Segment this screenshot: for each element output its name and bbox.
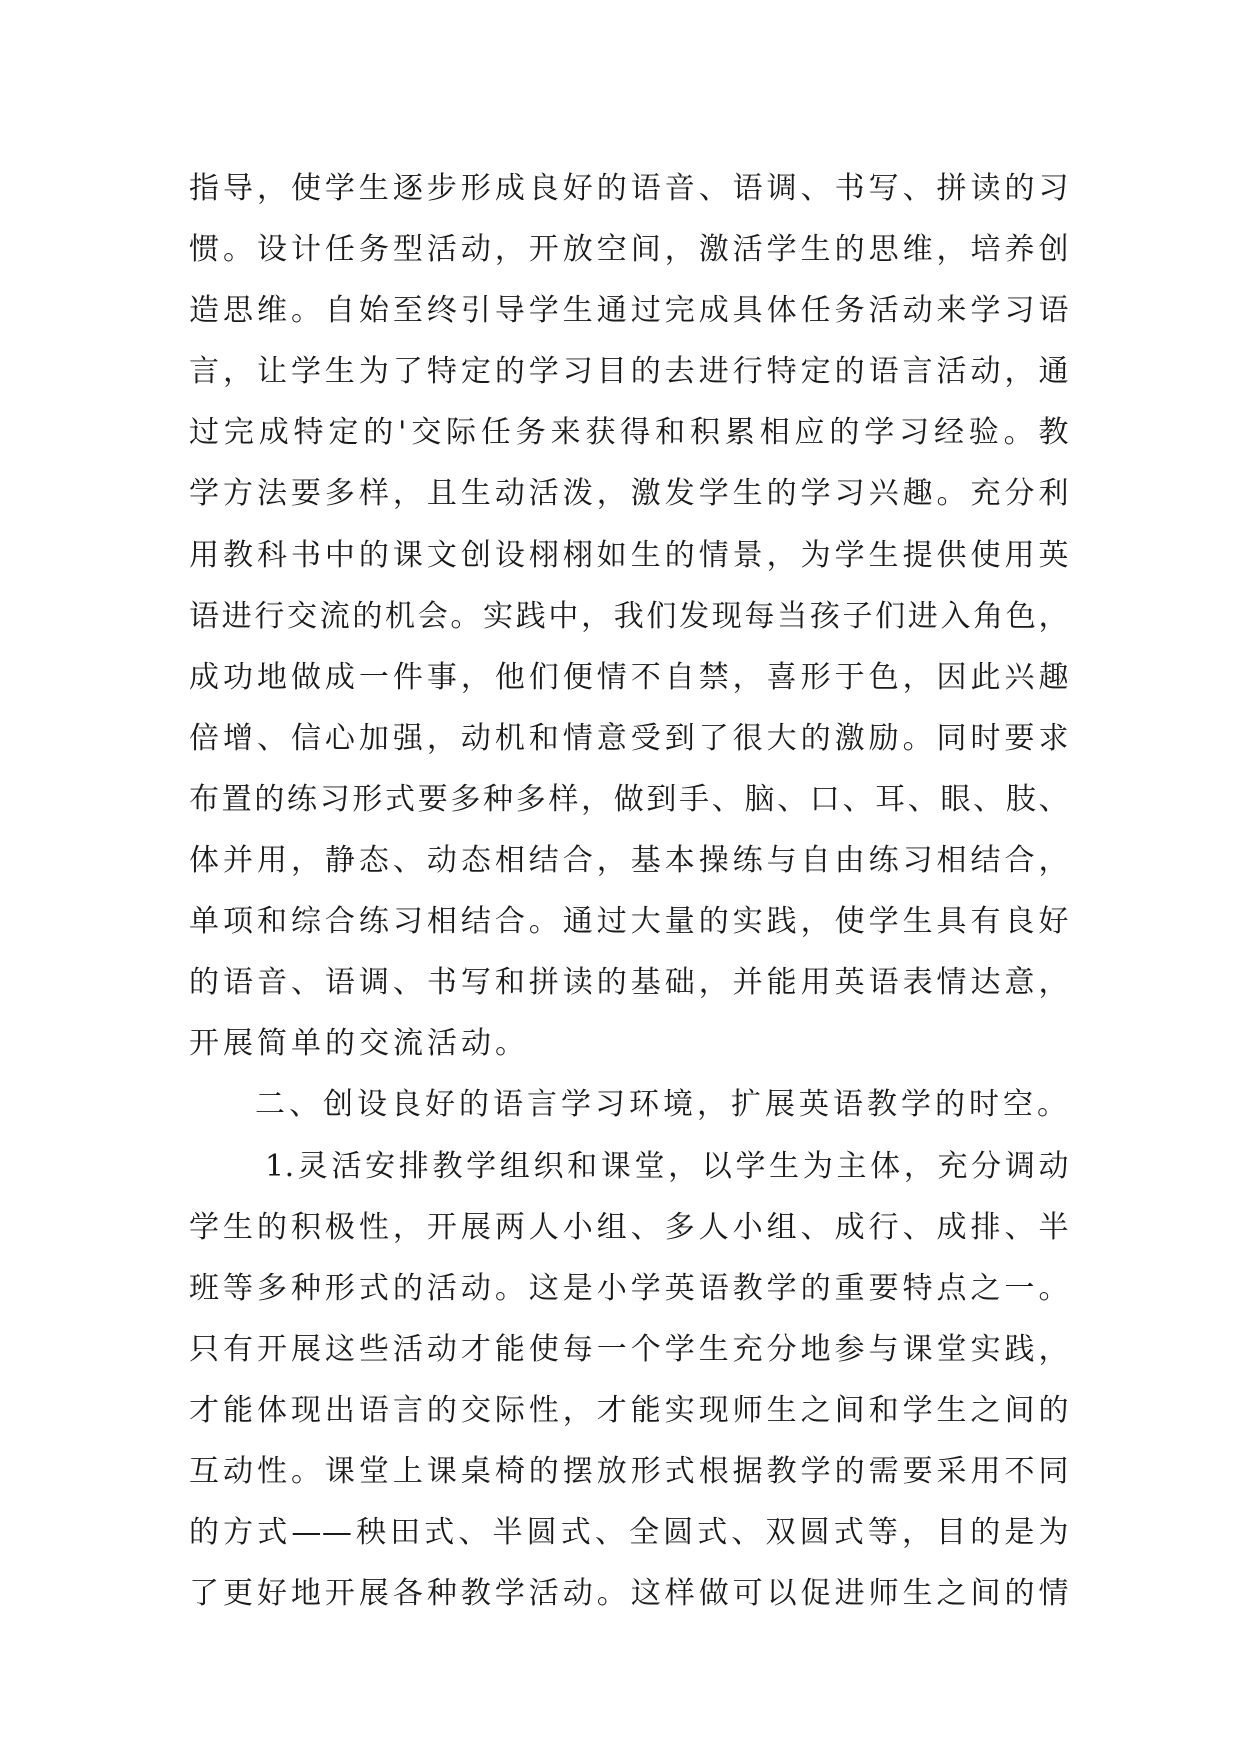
text-line: 语进行交流的机会。实践中，我们发现每当孩子们进入角色， xyxy=(189,598,1069,634)
text-line: 了更好地开展各种教学活动。这样做可以促进师生之间的情 xyxy=(189,1576,1069,1612)
text-line: 的方式——秧田式、半圆式、全圆式、双圆式等，目的是为 xyxy=(189,1515,1069,1551)
text-line: 指导，使学生逐步形成良好的语音、语调、书写、拼读的习 xyxy=(189,171,1069,206)
text-line: 倍增、信心加强，动机和情意受到了很大的激励。同时要求 xyxy=(189,720,1069,756)
text-line: 过完成特定的'交际任务来获得和积累相应的学习经验。教 xyxy=(189,415,1069,451)
document-body xyxy=(189,158,1069,1624)
text-line: 学方法要多样，且生动活泼，激发学生的学习兴趣。充分利 xyxy=(189,476,1069,512)
text-line: 言，让学生为了特定的学习目的去进行特定的语言活动，通 xyxy=(189,354,1069,390)
text-line: 只有开展这些活动才能使每一个学生充分地参与课堂实践， xyxy=(189,1331,1069,1367)
text-line: 成功地做成一件事，他们便情不自禁，喜形于色，因此兴趣 xyxy=(189,659,1069,695)
text-line: 造思维。自始至终引导学生通过完成具体任务活动来学习语 xyxy=(189,293,1069,329)
text-line: 学生的积极性，开展两人小组、多人小组、成行、成排、半 xyxy=(189,1209,1069,1245)
text-line: 互动性。课堂上课桌椅的摆放形式根据教学的需要采用不同 xyxy=(189,1453,1069,1489)
text-line: 体并用，静态、动态相结合，基本操练与自由练习相结合， xyxy=(189,843,1069,879)
text-line: 用教科书中的课文创设栩栩如生的情景，为学生提供使用英 xyxy=(189,537,1069,573)
numbered-paragraph-start: 1.灵活安排教学组织和课堂，以学生为主体，充分调动 xyxy=(265,1148,1069,1184)
text-line: 单项和综合练习相结合。通过大量的实践，使学生具有良好 xyxy=(189,904,1069,940)
section-heading: 二、创设良好的语言学习环境，扩展英语教学的时空。 xyxy=(255,1087,1071,1123)
text-line: 布置的练习形式要多种多样，做到手、脑、口、耳、眼、肢、 xyxy=(189,781,1069,817)
text-line: 班等多种形式的活动。这是小学英语教学的重要特点之一。 xyxy=(189,1270,1069,1306)
text-line: 的语音、语调、书写和拼读的基础，并能用英语表情达意， xyxy=(189,965,1069,1001)
text-line: 才能体现出语言的交际性，才能实现师生之间和学生之间的 xyxy=(189,1392,1069,1428)
paragraph-end-line: 开展简单的交流活动。 xyxy=(189,1026,529,1062)
text-line: 惯。设计任务型活动，开放空间，激活学生的思维，培养创 xyxy=(189,232,1069,268)
